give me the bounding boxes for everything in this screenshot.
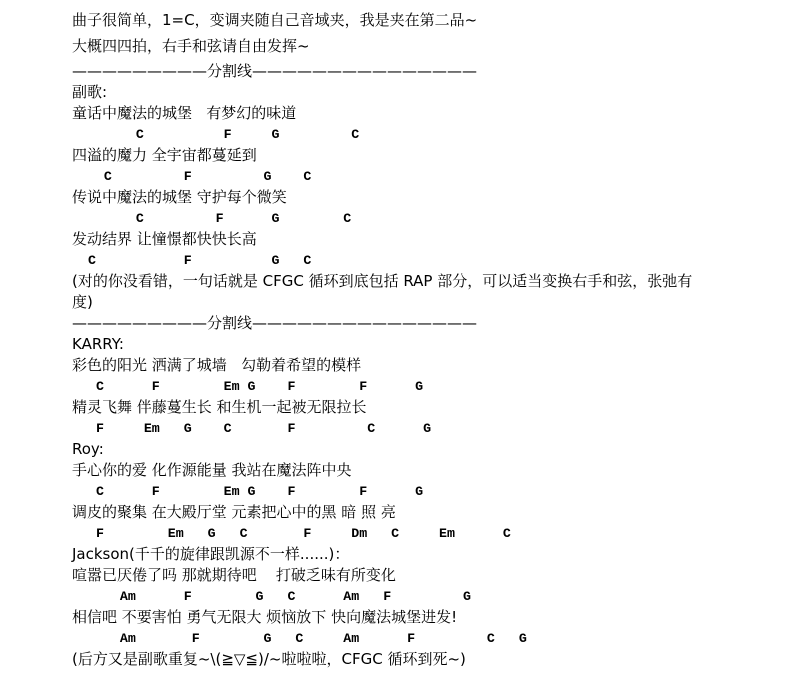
chord-line: Am F G C Am F C G — [72, 631, 527, 646]
lyric-line: 喧嚣已厌倦了吗 那就期待吧 打破乏味有所变化 — [72, 566, 396, 584]
chord-line: C F G C — [72, 127, 360, 142]
lyric-line: 童话中魔法的城堡 有梦幻的味道 — [72, 104, 297, 122]
chord-line: F Em G C F C G — [72, 421, 432, 436]
chord-line: Am F G C Am F G — [72, 589, 471, 604]
lyric-line: 传说中魔法的城堡 守护每个微笑 — [72, 188, 287, 206]
section-label-chorus: 副歌: — [72, 83, 108, 101]
chord-line: C F Em G F F G — [72, 379, 424, 394]
chord-line: C F G C — [72, 169, 312, 184]
note-line: 度) — [72, 293, 93, 311]
lyric-line: 发动结界 让憧憬都快快长高 — [72, 230, 257, 248]
lyric-line: 彩色的阳光 洒满了城墙 勾勒着希望的模样 — [72, 356, 362, 374]
chord-line: F Em G C F Dm C Em C — [72, 526, 511, 541]
lyric-line: 调皮的聚集 在大殿厅堂 元素把心中的黑 暗 照 亮 — [72, 503, 396, 521]
lyric-line: 精灵飞舞 伴藤蔓生长 和生机一起被无限拉长 — [72, 398, 367, 416]
note-line: (对的你没看错，一句话就是 CFGC 循环到底包括 RAP 部分，可以适当变换右手和弦，张弛有 — [72, 272, 693, 290]
outro-line: (后方又是副歌重复~\(≧▽≦)/~啦啦啦，CFGC 循环到死~) — [72, 650, 466, 668]
lyric-line: 手心你的爱 化作源能量 我站在魔法阵中央 — [72, 461, 352, 479]
intro-line: 大概四四拍，右手和弦请自由发挥~ — [72, 36, 310, 55]
lyric-line: 四溢的魔力 全宇宙都蔓延到 — [72, 146, 257, 164]
separator: —————————分割线——————————————— — [72, 62, 478, 80]
separator: —————————分割线——————————————— — [72, 314, 478, 332]
section-label-jackson: Jackson(千千的旋律跟凯源不一样......)： — [72, 545, 350, 563]
section-label-roy: Roy: — [72, 440, 104, 458]
chord-line: C F G C — [72, 253, 312, 268]
section-label-karry: KARRY: — [72, 335, 124, 353]
lyric-line: 相信吧 不要害怕 勇气无限大 烦恼放下 快向魔法城堡进发! — [72, 608, 458, 626]
chord-line: C F G C — [72, 211, 352, 226]
chord-sheet — [72, 10, 772, 670]
intro-line: 曲子很简单，1=C，变调夹随自己音域夹，我是夹在第二品~ — [72, 11, 478, 29]
chord-line: C F Em G F F G — [72, 484, 424, 499]
